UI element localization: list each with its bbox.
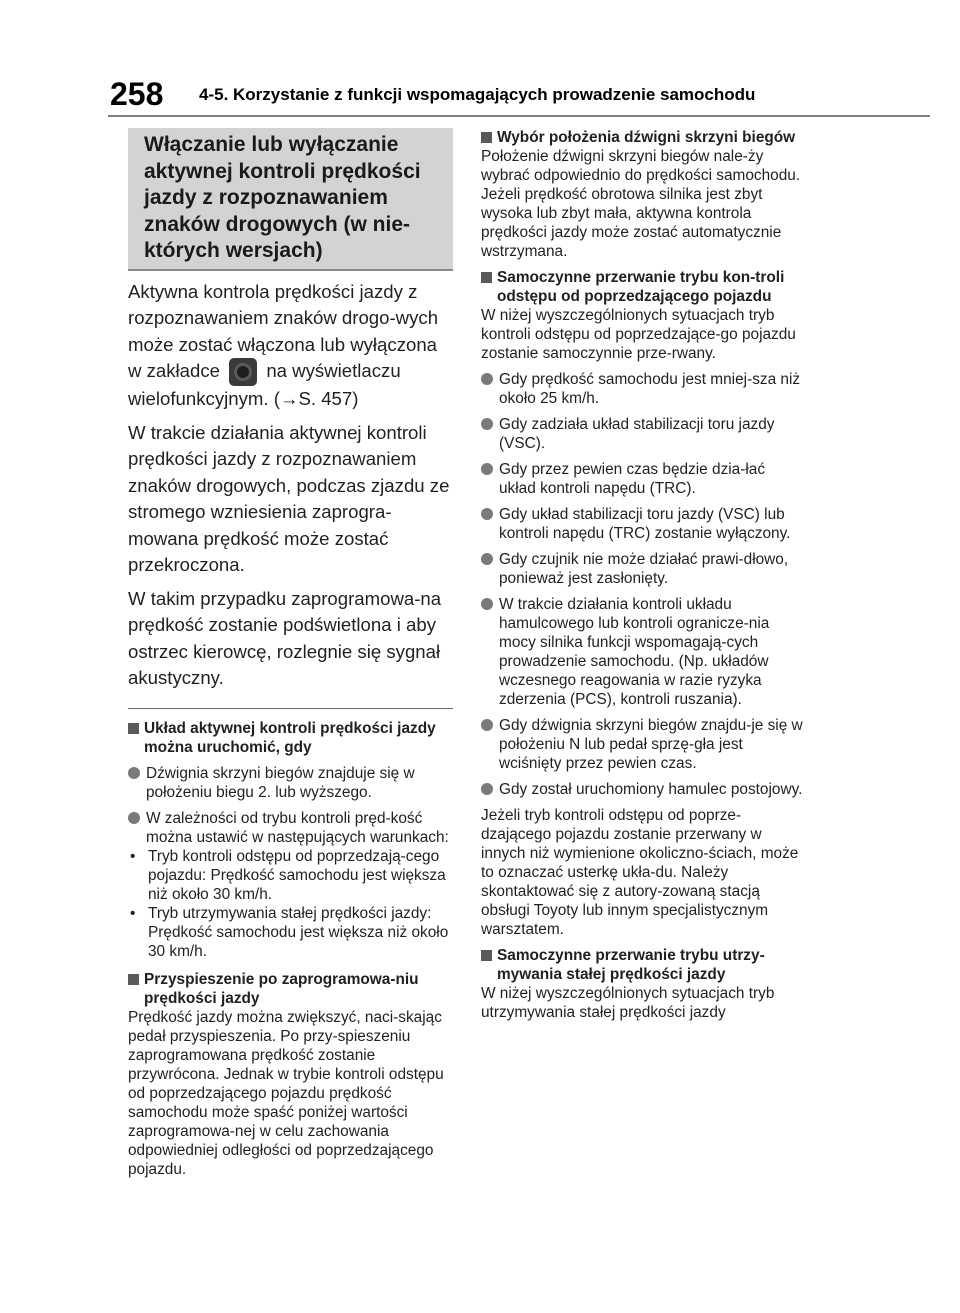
round-bullet-icon: [481, 553, 493, 565]
list-item: Gdy przez pewien czas będzie dzia-łać układ kontroli napędu (TRC).: [481, 460, 806, 498]
paragraph-acceleration: Prędkość jazdy można zwiększyć, naci-skając pedał przyspieszenia. Po przy-spieszeniu zaprogramowana prędkość zostanie przywrócona. Jednak w trybie kontroli odstępu od poprzedzającego pojazdu prędkość samochodu może spaść poniżej wartości zaprogramowa-nej w celu zachowania odpowiedniej odległości od poprzedzającego pojazdu.: [128, 1008, 444, 1178]
square-bullet-icon: [128, 974, 139, 985]
note-heading-acceleration: Przyspieszenie po zaprogramowa-niu prędkości jazdy: [128, 970, 453, 1008]
intro-before-icon: Aktywna kontrola prędkości jazdy z rozpoznawaniem znaków drogo-wych może zostać włączona lub wyłączona w zakładce: [128, 280, 439, 381]
round-bullet-icon: [481, 508, 493, 520]
list-item: W trakcie działania kontroli układu hamulcowego lub kontroli ogranicze-nia mocy silnika funkcji wspomagają-cych prowadzenie samochodu. (Np. układów wczesnego reagowania w razie ryzyka zderzenia (PCS), kontroli ruszania).: [481, 595, 806, 709]
right-column: [481, 128, 806, 1022]
round-bullet-icon: [128, 767, 140, 779]
list-item: Gdy czujnik nie może działać prawi-dłowo, ponieważ jest zasłonięty.: [481, 550, 806, 588]
list-item: Gdy zadziała układ stabilizacji toru jazdy (VSC).: [481, 415, 806, 453]
topic-title: Włączanie lub wyłączanie aktywnej kontroli prędkości jazdy z rozpoznawaniem znaków drogowych (w nie-których wersjach): [144, 133, 421, 262]
note-heading-gear-position: Wybór położenia dźwigni skrzyni biegów: [481, 128, 806, 147]
section-title: 4-5. Korzystanie z funkcji wspomagających prowadzenie samochodu: [199, 85, 756, 104]
square-bullet-icon: [128, 723, 139, 734]
sub-list-item: • Tryb utrzymywania stałej prędkości jazdy: Prędkość samochodu jest większa niż około 30 km/h.: [130, 904, 449, 960]
round-bullet-icon: [481, 719, 493, 731]
round-bullet-icon: [481, 783, 493, 795]
note-heading-distance-cancel: Samoczynne przerwanie trybu kon-troli odstępu od poprzedzającego pojazdu: [481, 268, 806, 306]
topic-title-box: [128, 128, 453, 271]
list-item: W zależności od trybu kontroli pręd-kość można ustawić w następujących warunkach:: [128, 809, 453, 847]
paragraph-descent-warning: W trakcie działania aktywnej kontroli prędkości jazdy z rozpoznawaniem znaków drogowych, podczas zjazdu ze stromego wzniesienia zaprogra-mowana prędkość może zostać przekroczona.: [128, 421, 450, 576]
gear-icon: [229, 358, 257, 386]
paragraph-distance-cancel: W niżej wyszczególnionych sytuacjach tryb kontroli odstępu od poprzedzające-go pojazdu zostanie samoczynnie prze-rwany.: [481, 307, 796, 362]
round-bullet-icon: [481, 463, 493, 475]
header-rule: [108, 115, 930, 117]
list-item: Gdy układ stabilizacji toru jazdy (VSC) lub kontroli napędu (TRC) zostanie wyłączony.: [481, 505, 806, 543]
list-item: Gdy prędkość samochodu jest mniej-sza niż około 25 km/h.: [481, 370, 806, 408]
note-heading-constant-cancel: Samoczynne przerwanie trybu utrzy-mywania stałej prędkości jazdy: [481, 946, 806, 984]
square-bullet-icon: [481, 132, 492, 143]
round-bullet-icon: [128, 812, 140, 824]
paragraph-gear-position: Położenie dźwigni skrzyni biegów nale-ży wybrać odpowiednio do prędkości samochodu. Jeżeli prędkość obrotowa silnika jest zbyt wysoka lub zbyt mała, aktywna kontrola prędkości jazdy może zostać automatycznie wstrzymana.: [481, 148, 801, 260]
left-notes: [128, 719, 453, 1179]
note-heading-activation: Układ aktywnej kontroli prędkości jazdy można uruchomić, gdy: [128, 719, 453, 757]
paragraph-malfunction: Jeżeli tryb kontroli odstępu od poprze-dzającego pojazdu zostanie przerwany w innych niż wymienione okoliczno-ściach, może to oznaczać usterkę ukła-du. Należy skontaktować się z autory-zowaną stacją obsługi Toyoty lub innym specjalistycznym warsztatem.: [481, 807, 799, 938]
section-divider: [128, 708, 453, 709]
left-column: [128, 128, 453, 1179]
page-number: 258: [110, 76, 164, 112]
paragraph-highlight-buzzer: W takim przypadku zaprogramowa-na prędkość zostanie podświetlona i aby ostrzec kierowcę, rozlegnie się sygnał akustyczny.: [128, 587, 442, 689]
intro-after-icon: na wyświetlaczu wielofunkcyjnym. (→S. 457): [128, 360, 401, 410]
round-bullet-icon: [481, 373, 493, 385]
page-header: [0, 0, 960, 118]
paragraph-constant-cancel: W niżej wyszczególnionych sytuacjach tryb utrzymywania stałej prędkości jazdy: [481, 985, 775, 1021]
list-item: Gdy został uruchomiony hamulec postojowy.: [481, 780, 806, 799]
list-item: Gdy dźwignia skrzyni biegów znajdu-je się w położeniu N lub pedał sprzę-gła jest wciśnięty przez pewien czas.: [481, 716, 806, 773]
square-bullet-icon: [481, 950, 492, 961]
square-bullet-icon: [481, 272, 492, 283]
intro-text: [128, 279, 453, 692]
round-bullet-icon: [481, 598, 493, 610]
list-item: Dźwignia skrzyni biegów znajduje się w położeniu biegu 2. lub wyższego.: [128, 764, 453, 802]
sub-list-item: • Tryb kontroli odstępu od poprzedzają-cego pojazdu: Prędkość samochodu jest większa niż około 30 km/h.: [130, 847, 446, 903]
round-bullet-icon: [481, 418, 493, 430]
